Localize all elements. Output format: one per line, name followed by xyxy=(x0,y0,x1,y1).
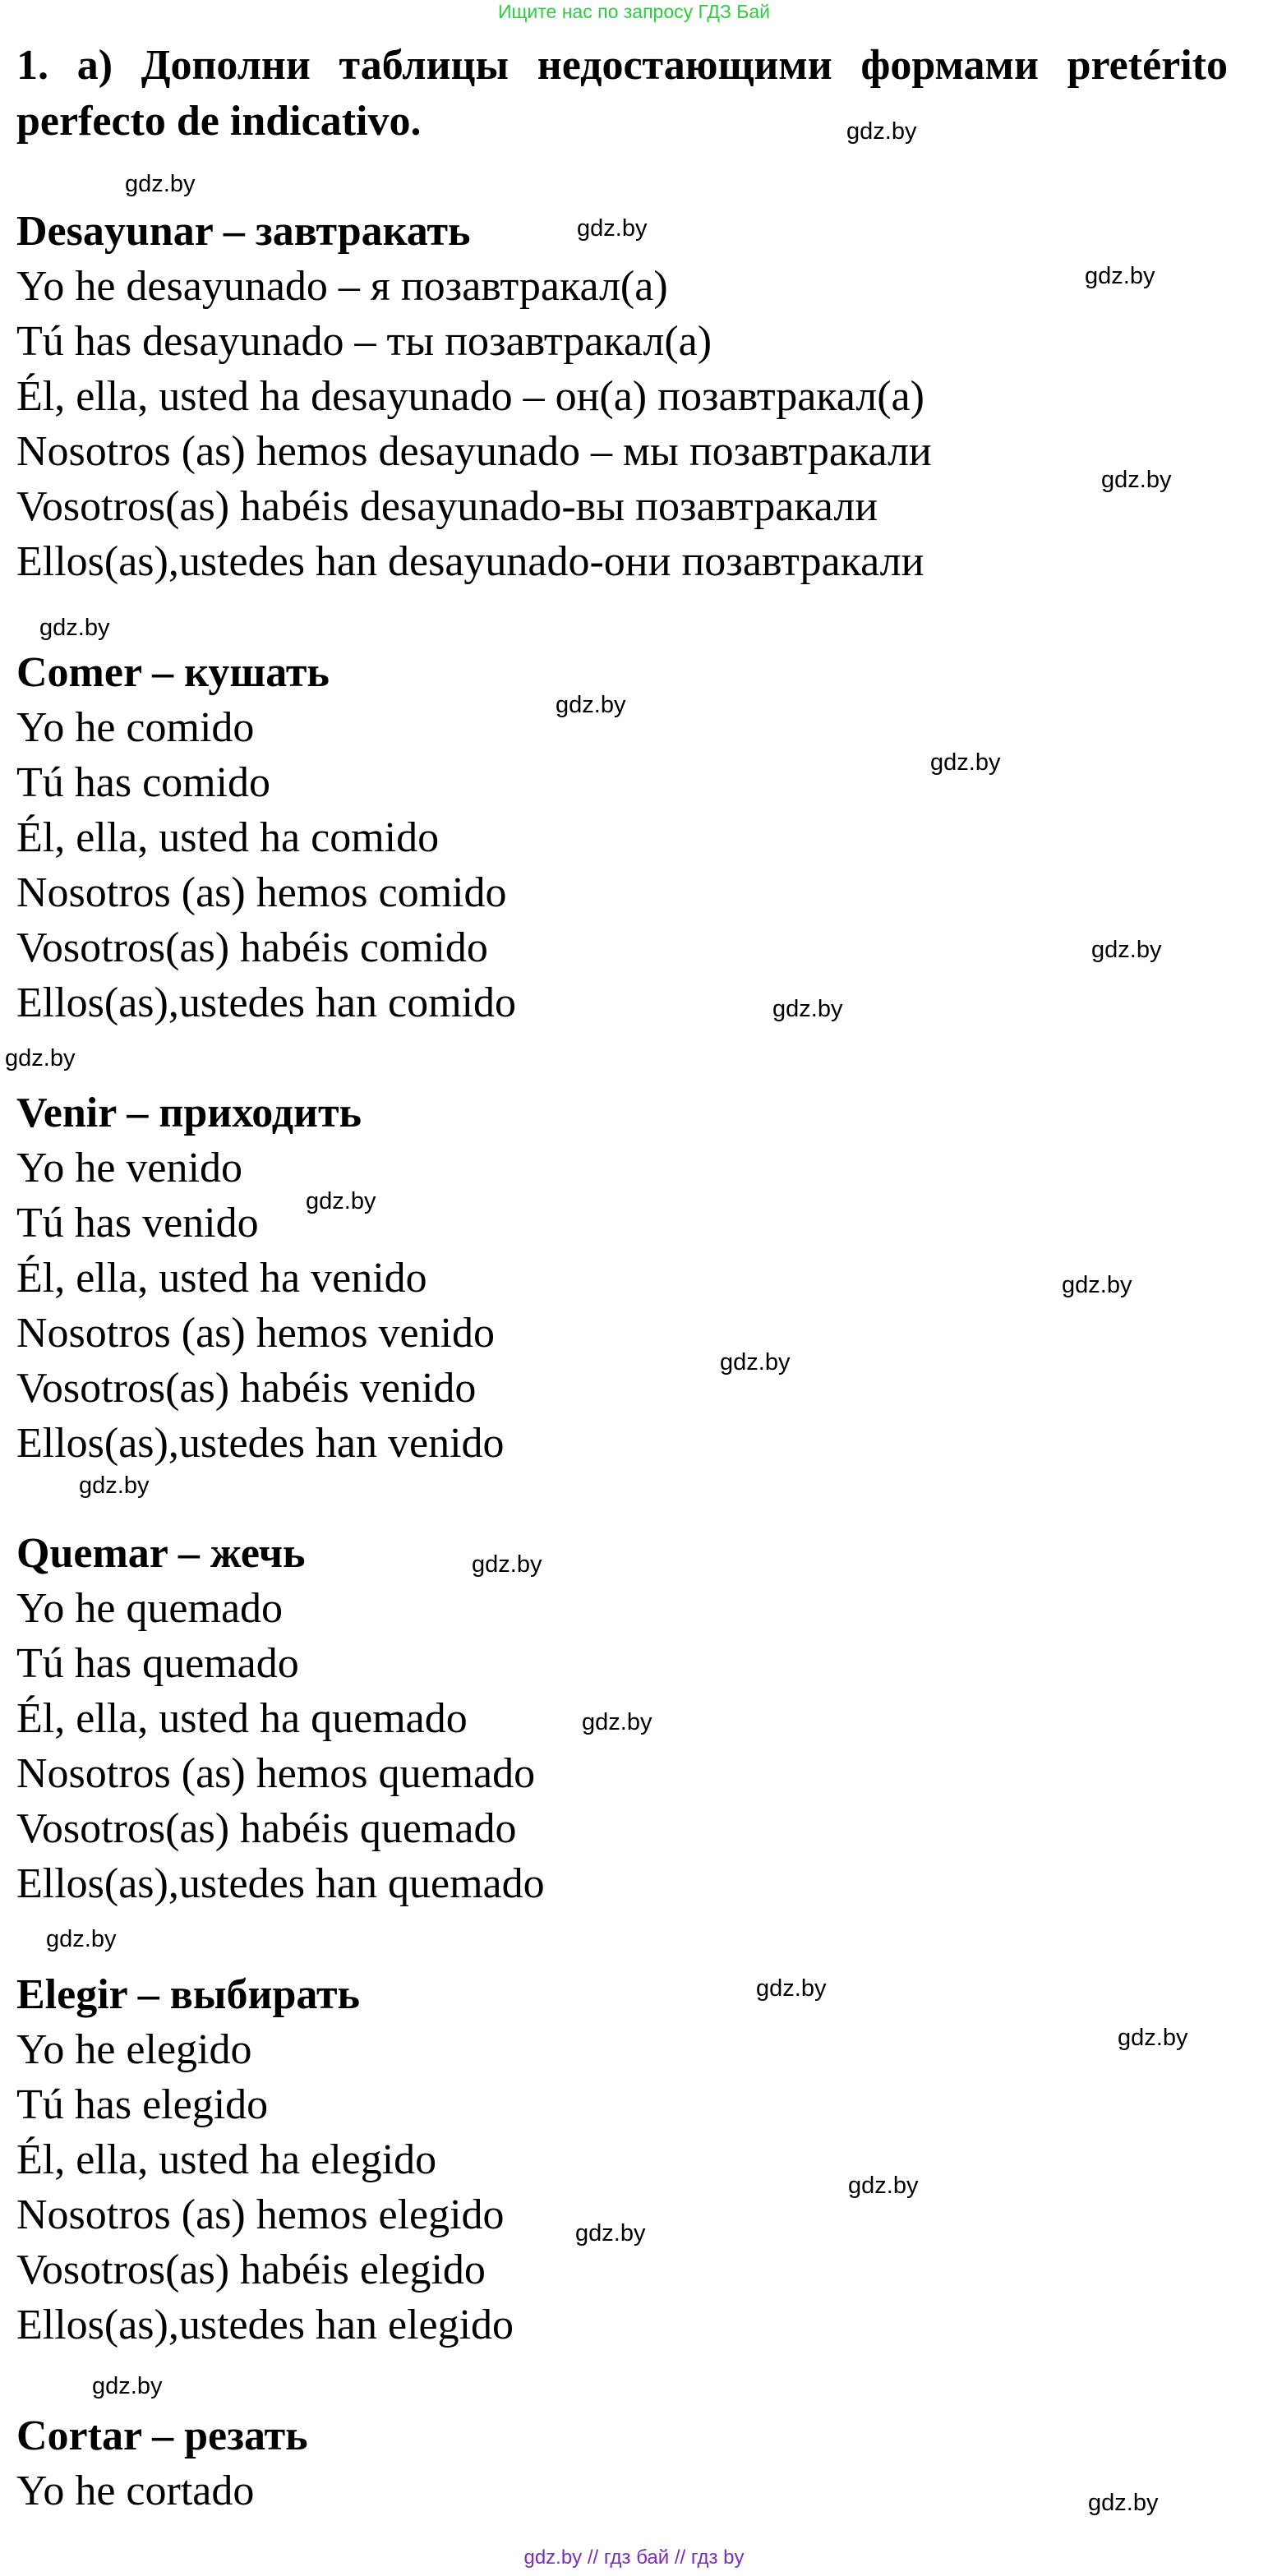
conjugation-line: Vosotros(as) habéis venido xyxy=(16,1365,477,1412)
verb-section-desayunar xyxy=(16,204,1183,589)
conjugation-list xyxy=(16,2463,1183,2518)
conjugation-line: Vosotros(as) habéis comido xyxy=(16,924,488,971)
conjugation-line: Vosotros(as) habéis desayunado-вы позавтракали xyxy=(16,483,878,530)
verb-section-elegir xyxy=(16,1967,1183,2353)
conjugation-line: Yo he cortado xyxy=(16,2468,255,2514)
conjugation-list xyxy=(16,1581,1183,1911)
watermark: gdz.by xyxy=(125,171,196,197)
conjugation-line: Yo he elegido xyxy=(16,2026,252,2073)
watermark: gdz.by xyxy=(1062,1272,1132,1298)
watermark: gdz.by xyxy=(846,118,917,145)
conjugation-list xyxy=(16,2022,1183,2353)
conjugation-line: Él, ella, usted ha comido xyxy=(16,814,440,861)
watermark: gdz.by xyxy=(46,1926,117,1952)
conjugation-line: Tú has desayunado – ты позавтракал(а) xyxy=(16,318,712,365)
conjugation-line: Él, ella, usted ha venido xyxy=(16,1255,427,1302)
verb-title: Desayunar – завтракать xyxy=(16,208,471,255)
conjugation-line: Vosotros(as) habéis quemado xyxy=(16,1805,517,1852)
conjugation-line: Nosotros (as) hemos elegido xyxy=(16,2191,505,2238)
conjugation-line: Él, ella, usted ha desayunado – он(а) позавтракал(а) xyxy=(16,373,924,420)
conjugation-line: Ellos(as),ustedes han comido xyxy=(16,979,516,1026)
conjugation-line: Él, ella, usted ha quemado xyxy=(16,1695,468,1742)
watermark: gdz.by xyxy=(39,615,110,641)
watermark: gdz.by xyxy=(79,1472,150,1499)
conjugation-line: Yo he quemado xyxy=(16,1585,284,1632)
conjugation-line: Él, ella, usted ha elegido xyxy=(16,2136,437,2183)
watermark: gdz.by xyxy=(1101,467,1172,493)
watermark: gdz.by xyxy=(92,2373,163,2399)
watermark: gdz.by xyxy=(1085,263,1155,289)
conjugation-line: Yo he comido xyxy=(16,704,255,751)
verb-title: Venir – приходить xyxy=(16,1090,362,1136)
verb-section-venir xyxy=(16,1085,1183,1471)
top-banner[interactable]: Ищите нас по запросу ГДЗ Бай xyxy=(497,1,771,22)
watermark: gdz.by xyxy=(577,215,648,242)
conjugation-line: Tú has elegido xyxy=(16,2081,269,2128)
watermark: gdz.by xyxy=(306,1188,376,1214)
watermark: gdz.by xyxy=(720,1349,791,1376)
conjugation-list xyxy=(16,259,1183,589)
verb-title: Cortar – резать xyxy=(16,2412,308,2459)
watermark: gdz.by xyxy=(772,996,843,1022)
verb-section-cortar xyxy=(16,2408,1183,2518)
conjugation-line: Nosotros (as) hemos venido xyxy=(16,1310,496,1357)
conjugation-line: Tú has venido xyxy=(16,1200,259,1247)
conjugation-list xyxy=(16,700,1183,1030)
watermark: gdz.by xyxy=(848,2173,919,2199)
conjugation-line: Vosotros(as) habéis elegido xyxy=(16,2247,486,2293)
watermark: gdz.by xyxy=(1088,2490,1159,2516)
verb-title: Elegir – выбирать xyxy=(16,1971,361,2018)
watermark: gdz.by xyxy=(930,749,1001,776)
conjugation-line: Tú has comido xyxy=(16,759,271,806)
conjugation-line: Ellos(as),ustedes han elegido xyxy=(16,2302,514,2348)
conjugation-line: Nosotros (as) hemos quemado xyxy=(16,1750,536,1797)
conjugation-line: Yo he venido xyxy=(16,1145,242,1191)
watermark: gdz.by xyxy=(756,1975,827,2002)
conjugation-line: Nosotros (as) hemos desayunado – мы позавтракали xyxy=(16,428,932,475)
watermark: gdz.by xyxy=(5,1045,76,1071)
conjugation-line: Ellos(as),ustedes han desayunado-они позавтракали xyxy=(16,538,924,585)
verb-title: Quemar – жечь xyxy=(16,1530,306,1577)
footer-links[interactable]: gdz.by // гдз бай // гдз by xyxy=(523,2546,745,2569)
watermark: gdz.by xyxy=(472,1551,542,1578)
task-heading: 1. а) Дополни таблицы недостающими формами pretérito perfecto de indicativo. xyxy=(16,42,1228,145)
verb-title: Comer – кушать xyxy=(16,649,330,696)
watermark: gdz.by xyxy=(1091,937,1162,963)
watermark: gdz.by xyxy=(1118,2025,1188,2051)
conjugation-line: Nosotros (as) hemos comido xyxy=(16,869,507,916)
watermark: gdz.by xyxy=(556,692,626,718)
conjugation-line: Ellos(as),ustedes han venido xyxy=(16,1420,505,1467)
conjugation-line: Tú has quemado xyxy=(16,1640,299,1687)
conjugation-list xyxy=(16,1141,1183,1471)
conjugation-line: Ellos(as),ustedes han quemado xyxy=(16,1860,545,1907)
watermark: gdz.by xyxy=(575,2220,646,2247)
watermark: gdz.by xyxy=(582,1709,652,1735)
conjugation-line: Yo he desayunado – я позавтракал(а) xyxy=(16,263,668,310)
